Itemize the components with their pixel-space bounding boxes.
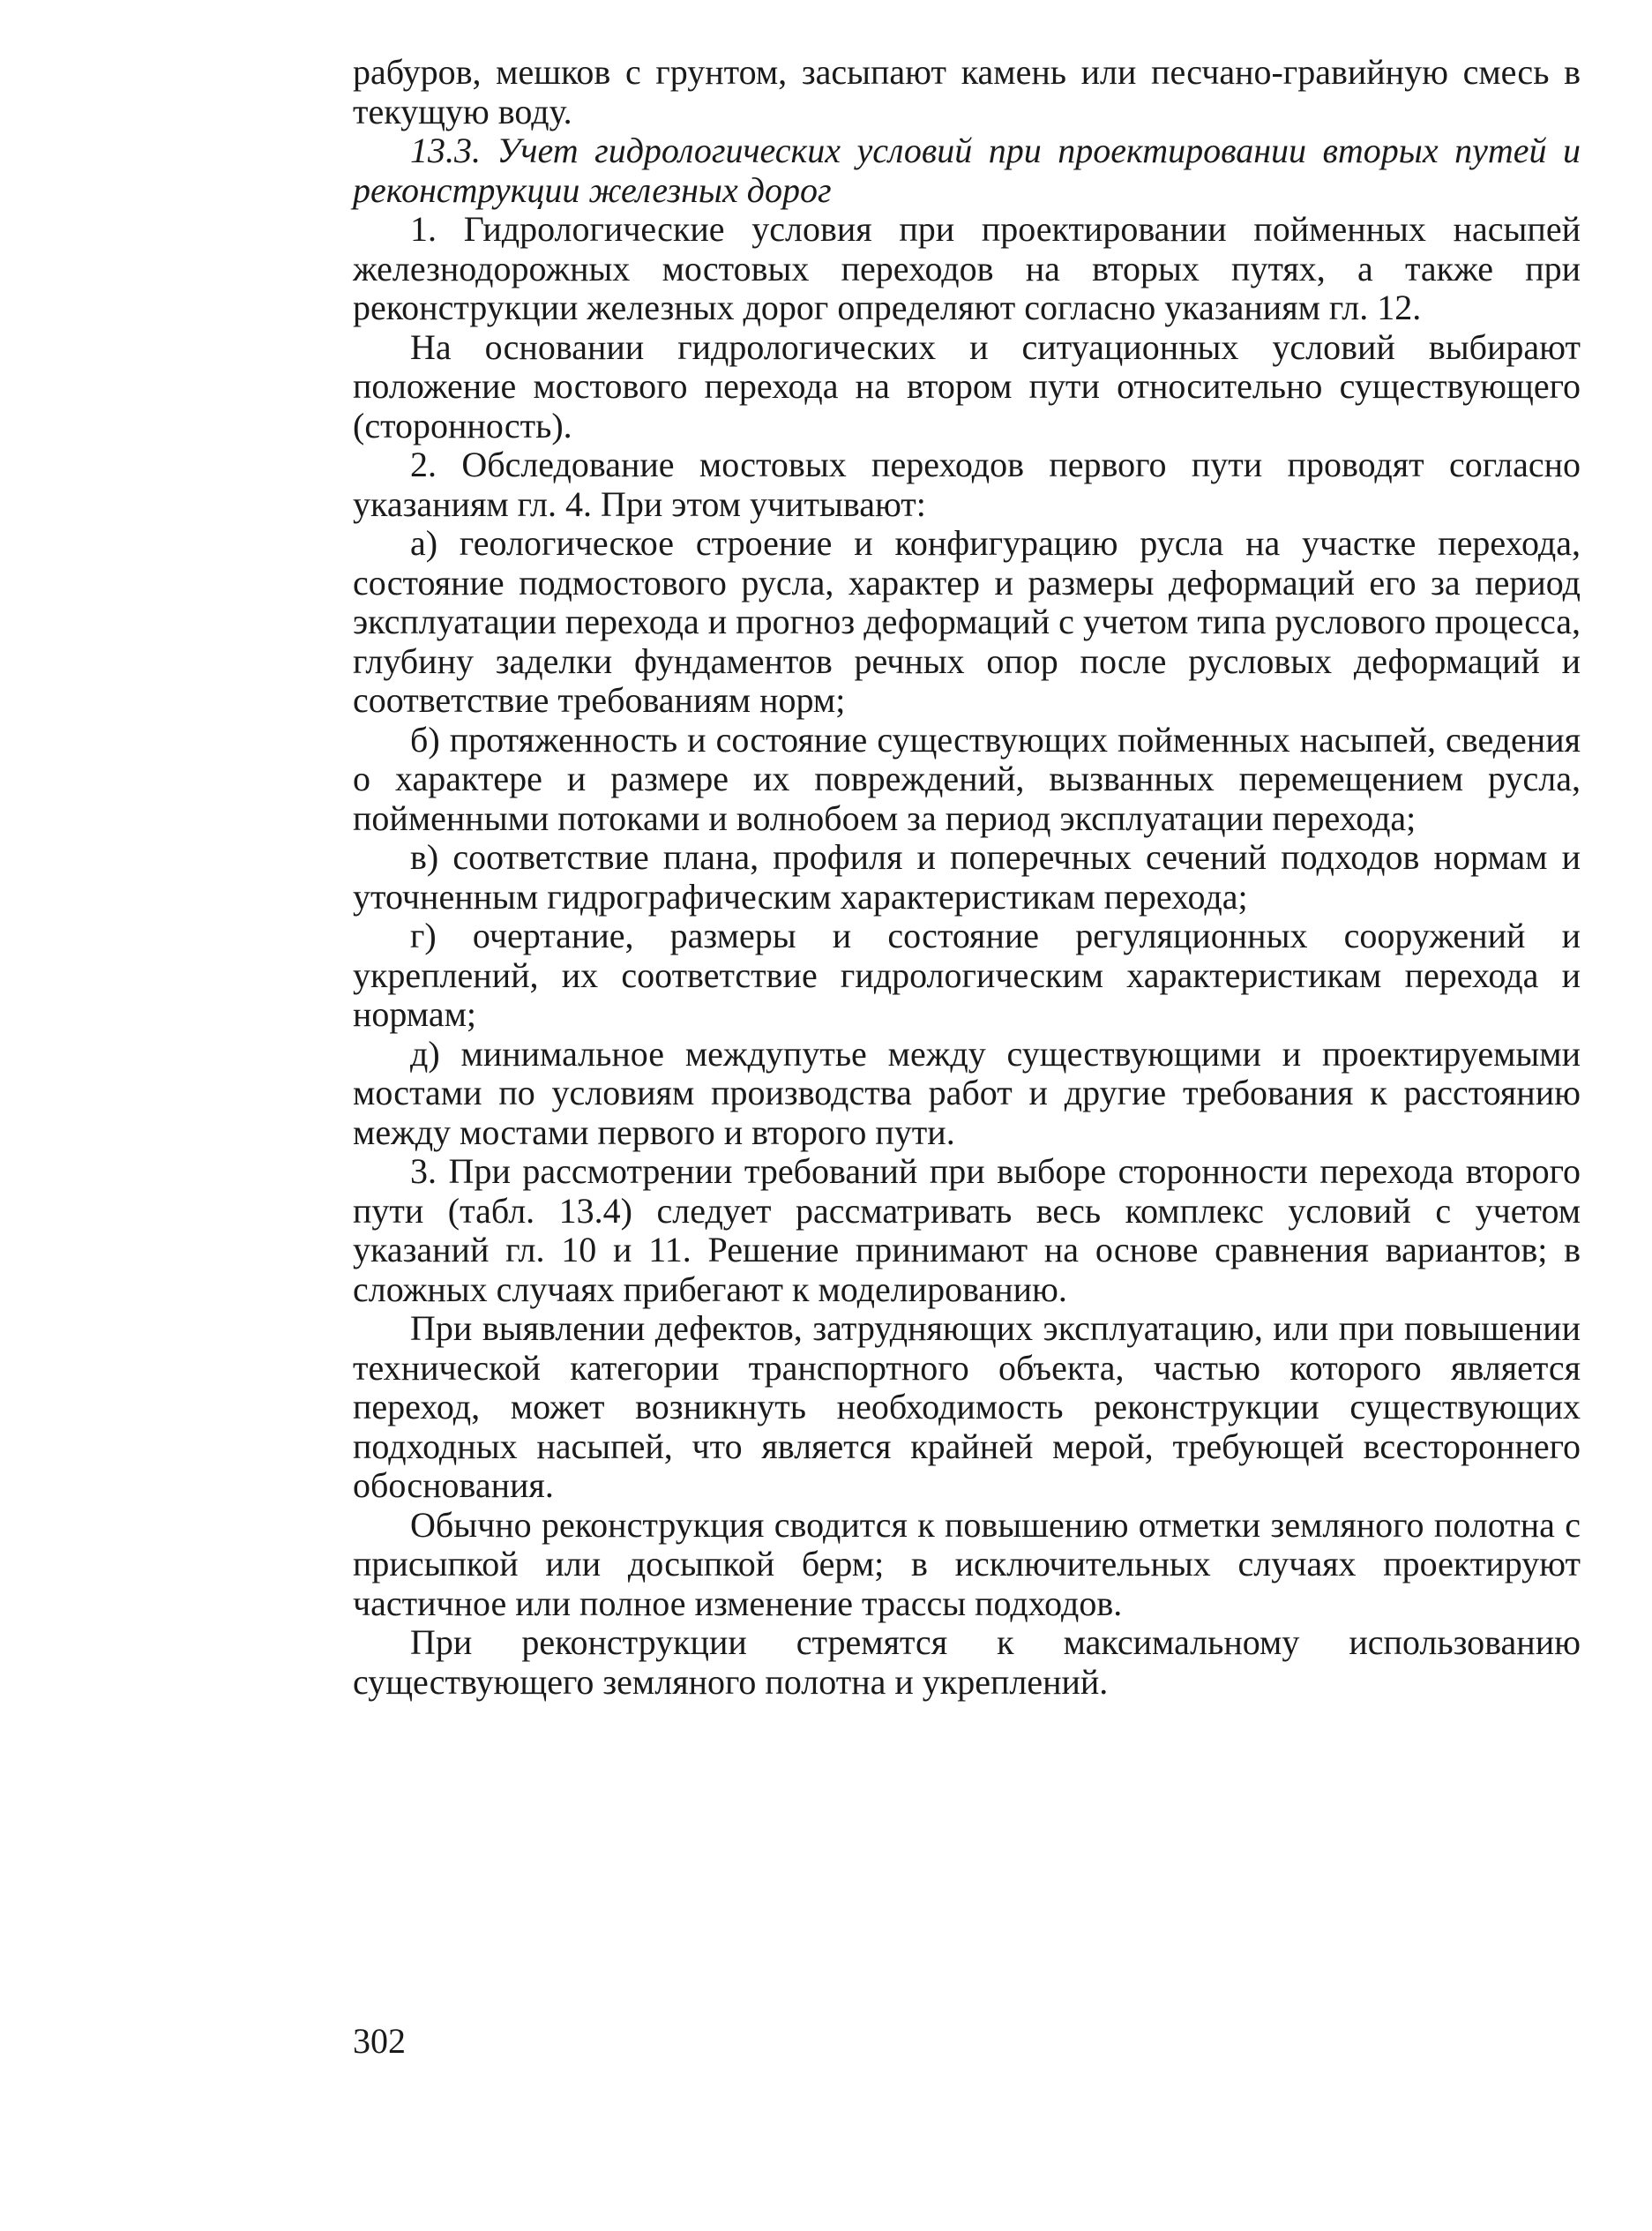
paragraph: При реконструкции стремятся к максимальному использованию существующего земляного полотна и укреплений. [353, 1622, 1581, 1702]
paragraph: 3. При рассмотрении требований при выборе сторонности перехода второго пути (табл. 13.4) следует рассматривать весь комплекс условий с учетом указаний гл. 10 и 11. Решение принимают на основе сравнения вариантов; в сложных случаях прибегают к моделированию. [353, 1151, 1581, 1309]
list-item-g: г) очертание, размеры и состояние регуляционных сооружений и укреплений, их соответствие гидрологическим характеристикам перехода и нормам; [353, 916, 1581, 1034]
page-number: 302 [353, 2021, 406, 2061]
list-item-b: б) протяженность и состояние существующих пойменных насыпей, сведения о характере и размере их повреждений, вызванных перемещением русла, пойменными потоками и волнобоем за период эксплуатации перехода; [353, 719, 1581, 838]
page-text-block [353, 53, 1581, 1702]
paragraph: При выявлении дефектов, затрудняющих эксплуатацию, или при повышении технической категории транспортного объекта, частью которого является переход, может возникнуть необходимость реконструкции существующих подходных насыпей, что является крайней мерой, требующей всестороннего обоснования. [353, 1308, 1581, 1505]
paragraph: 1. Гидрологические условия при проектировании пойменных насыпей железнодорожных мостовых переходов на вторых путях, а также при реконструкции железных дорог определяют согласно указаниям гл. 12. [353, 209, 1581, 327]
section-heading: 13.3. Учет гидрологических условий при проектировании вторых путей и реконструкции железных дорог [353, 131, 1581, 210]
list-item-d: д) минимальное междупутье между существующими и проектируемыми мостами по условиям производства работ и другие требования к расстоянию между мостами первого и второго пути. [353, 1033, 1581, 1152]
list-item-v: в) соответствие плана, профиля и поперечных сечений подходов нормам и уточненным гидрографическим характеристикам перехода; [353, 837, 1581, 917]
paragraph: 2. Обследование мостовых переходов первого пути проводят согласно указаниям гл. 4. При этом учитывают: [353, 445, 1581, 524]
paragraph-continued: рабуров, мешков с грунтом, засыпают камень или песчано-гравийную смесь в текущую воду. [353, 52, 1581, 131]
list-item-a: а) геологическое строение и конфигурацию русла на участке перехода, состояние подмостового русла, характер и размеры деформаций его за период эксплуатации перехода и прогноз деформаций с учетом типа руслового процесса, глубину заделки фундаментов речных опор после русловых деформаций и соответствие требованиям норм; [353, 523, 1581, 720]
paragraph: На основании гидрологических и ситуационных условий выбирают положение мостового перехода на втором пути относительно существующего (сторонность). [353, 326, 1581, 445]
paragraph: Обычно реконструкция сводится к повышению отметки земляного полотна с присыпкой или досыпкой берм; в исключительных случаях проектируют частичное или полное изменение трассы подходов. [353, 1504, 1581, 1623]
